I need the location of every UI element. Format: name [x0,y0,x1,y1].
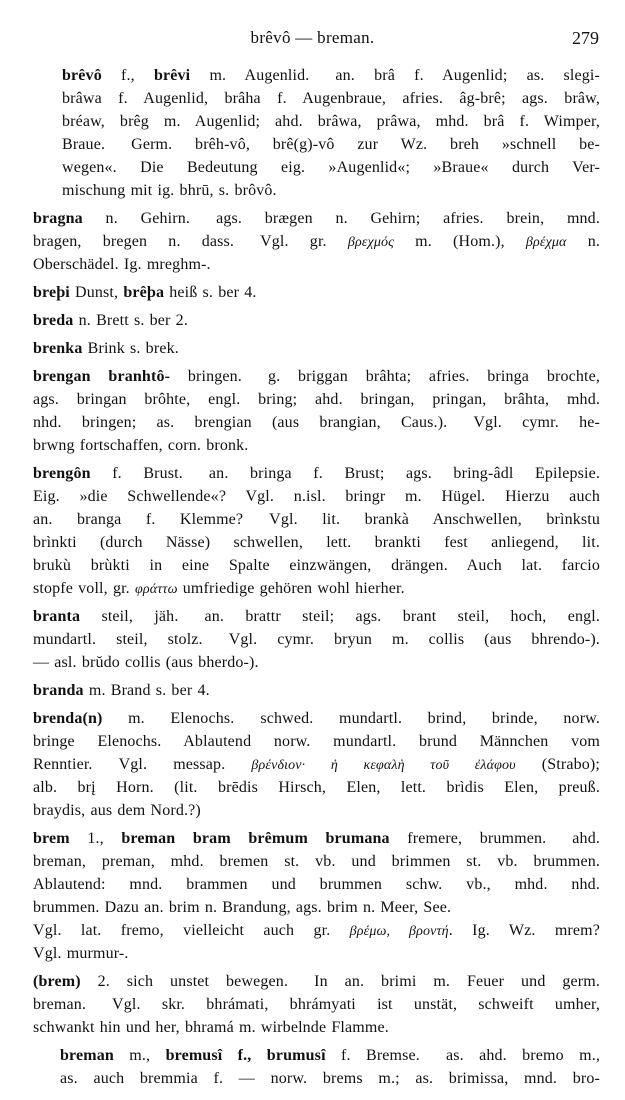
text-run: . Ig. Wz. mrem? [448,922,600,939]
dictionary-entry [0,281,625,304]
headword: brêvô [62,67,102,84]
spacing-gap [93,753,119,776]
entry-line [62,179,600,202]
dictionary-entry [0,1044,625,1090]
entry-line [33,577,600,600]
text-run: an. brattr steil; ags. brant steil, hoch, engl. [204,608,600,625]
headword: (brem) [33,973,81,990]
text-run: umfriedige gehören wohl hierher. [177,580,405,597]
text-run: fremere, brummen. [389,830,547,847]
text-run: m., [113,1047,166,1064]
text-run: m. (Hom.), [394,233,526,250]
entry-line [33,753,600,776]
entry-line [33,993,600,1016]
text-run: f., [101,67,154,84]
dictionary-entry [0,462,625,600]
entry-line [62,110,600,133]
entry-line [33,799,600,822]
entry-line [33,942,600,965]
text-run: f. Bremse. [325,1047,420,1064]
headword: breman bram brêmum brumana [121,830,390,847]
dictionary-entry [0,827,625,965]
text-run: ags. bringan brôhte, engl. bring; ahd. bringan, pringan, brâhta, mhd. [33,391,600,408]
entry-line [33,850,600,873]
entry-line [33,230,600,253]
dictionary-entry [0,605,625,674]
spacing-gap [288,970,314,993]
entry-line [33,253,600,276]
entry-line [33,628,600,651]
spacing-gap [420,1044,446,1067]
dictionary-entry [0,707,625,822]
text-run: an. bringa f. Brust; ags. bring-âdl Epilepsie. [208,465,600,482]
text-run: bréaw, brêg m. Augenlid; ahd. brâwa, prâwa, mhd. brâ f. Wimper, [62,113,600,130]
text-run: as. auch bremmia f. — norw. brems m.; as. brimissa, mnd. bro- [60,1070,600,1087]
dictionary-entry [0,309,625,332]
entry-line [33,337,600,360]
entry-line [62,133,600,156]
entry-line [33,309,600,332]
entry-line [33,651,600,674]
entry-line [62,64,600,87]
headword: bremusî f., brumusî [165,1047,326,1064]
entry-line [33,462,600,485]
text-run: n. [566,233,601,250]
entry-line [33,434,600,457]
spacing-gap [447,411,473,434]
text-run: mundartl. steil, stolz. [33,631,203,648]
text-run: Vgl. lit. brankà Anschwellen, brìnkstu [269,511,600,528]
text-run: m. Brand s. ber 4. [83,682,210,699]
spacing-gap [190,207,216,230]
entry-line [33,827,600,850]
greek-text: βρεχμός [347,235,394,250]
text-run: schwankt hin und her, bhramá m. wirbelnde Flamme. [33,1019,389,1036]
entry-line [33,365,600,388]
text-run: Vgl. messap. [118,756,252,773]
text-run: Vgl. skr. bhrámati, bhrámyati ist unstät, schweift umher, [112,996,600,1013]
entry-line [33,207,600,230]
entry-line [33,485,600,508]
text-run: an. branga f. Klemme? [33,511,244,528]
greek-text: βρένδιον· ἡ κεφαλὴ τοῦ ἐλάφου [251,758,516,773]
text-run: alb. brį Horn. (lit. brēdis Hirsch, Elen, lett. brìdis Elen, preuß. [33,779,600,796]
entry-line [33,388,600,411]
dictionary-entry [0,365,625,457]
headword: branda [33,682,84,699]
greek-text: βρέμω, βροντή [349,924,449,939]
dictionary-entry [0,64,625,202]
entry-line [33,707,600,730]
entry-line [33,1016,600,1039]
entry-line [33,281,600,304]
entry-line [33,411,600,434]
spacing-gap [234,707,260,730]
text-run: brummen. Dazu an. brim n. Brandung, ags. brim n. Meer, See. [33,899,452,916]
entry-line [33,730,600,753]
text-run: braydis, aus dem Nord.?) [33,802,201,819]
text-run: bringen. [170,368,242,385]
spacing-gap [243,508,269,531]
entry-line [33,679,600,702]
text-run: Braue. [62,136,106,153]
headword: brêvi [153,67,191,84]
text-run: (Strabo); [515,756,600,773]
text-run: heiß s. ber 4. [164,284,257,301]
entry-line [33,776,600,799]
text-run: 2. sich unstet bewegen. [80,973,289,990]
headword: brem [33,830,70,847]
text-run: breman. [33,996,87,1013]
headword: breþi [33,284,70,301]
headword: breda [33,312,74,329]
entry-line [33,919,600,942]
text-run: Brink s. brek. [82,340,179,357]
text-run: In an. brimi m. Feuer und germ. [314,973,600,990]
greek-text: βρέχμα [525,235,567,250]
text-run: brâwa f. Augenlid, brâha f. Augenbraue, afries. âg-brê; ags. brâw, [62,90,600,107]
spacing-gap [105,133,131,156]
text-run: Ablautend: mnd. brammen und brummen schw. vb., mhd. nhd. [33,876,600,893]
entry-line [33,896,600,919]
entry-line [62,87,600,110]
text-run: n. Gehirn. [82,210,191,227]
spacing-gap [86,993,112,1016]
text-run: m. Elenochs. [102,710,235,727]
text-run: 1., [69,830,122,847]
text-run: mischung mit ig. bhrū, s. brôvô. [62,182,277,199]
dictionary-entry [0,337,625,360]
text-run: Vgl. murmur-. [33,945,129,962]
spacing-gap [234,230,260,253]
entry-line [33,554,600,577]
entry-line [60,1044,600,1067]
spacing-gap [203,628,229,651]
text-run: stopfe voll, gr. [33,580,135,597]
text-run: ags. brægen n. Gehirn; afries. brein, mnd. [216,210,600,227]
text-run: m. Augenlid. [190,67,310,84]
text-run: brìnkti (durch Nässe) schwellen, lett. brankti fest anliegend, lit. [33,534,600,551]
entry-line [33,970,600,993]
text-run: Oberschädel. Ig. mreghm-. [33,256,211,273]
text-run: steil, jäh. [80,608,179,625]
headword: brêþa [123,284,165,301]
text-run: Vgl. gr. [260,233,348,250]
entry-line [33,531,600,554]
header-title: brêvô — breman. [250,28,375,47]
text-run: nhd. bringen; as. brengian (aus brangian, Caus.). [33,414,448,431]
spacing-gap [183,462,209,485]
text-run: bragen, bregen n. dass. [33,233,235,250]
text-run: n. Brett s. ber 2. [73,312,188,329]
headword: bragna [33,210,83,227]
entry-line [60,1067,600,1090]
headword: brenka [33,340,83,357]
headword: brengôn [33,465,91,482]
text-run: g. briggan brâhta; afries. bringa brochte, [267,368,600,385]
dictionary-entry [0,207,625,276]
spacing-gap [546,827,572,850]
text-run: wegen«. Die Bedeutung eig. »Augenlid«; »Braue« durch Ver- [62,159,600,176]
greek-text: φράττω [135,582,178,597]
text-run: brwng fortschaffen, corn. bronk. [33,437,249,454]
page-number: 279 [572,28,599,48]
text-run: as. ahd. bremo m., [445,1047,601,1064]
text-run: Vgl. cymr. he- [473,414,600,431]
text-run: f. Brust. [90,465,183,482]
spacing-gap [309,64,335,87]
text-run: Germ. brêh-vô, brê(g)-vô zur Wz. breh »schnell be- [131,136,600,153]
text-run: schwed. mundartl. brind, brinde, norw. [260,710,600,727]
headword: brengan branhtô- [33,368,171,385]
text-run: Eig. »die Schwellende«? Vgl. n.isl. bringr m. Hügel. Hierzu auch [33,488,600,505]
text-run: ahd. [572,830,600,847]
headword: branta [33,608,81,625]
text-run: an. brâ f. Augenlid; as. slegi- [335,67,600,84]
text-run: Renntier. [33,756,93,773]
entry-line [33,873,600,896]
text-run: Dunst, [69,284,124,301]
spacing-gap [242,365,268,388]
dictionary-body [0,64,625,1095]
headword: brenda(n) [33,710,103,727]
text-run: bringe Elenochs. Ablautend norw. mundartl. brund Männchen vom [33,733,600,750]
headword: breman [60,1047,114,1064]
dictionary-entry [0,970,625,1039]
entry-line [33,508,600,531]
text-run: — asl. brŭdo collis (aus bherdo-). [33,654,259,671]
text-run: breman, preman, mhd. bremen st. vb. und brimmen st. vb. brummen. [33,853,600,870]
text-run: brukù brùkti in eine Spalte einzwängen, drängen. Auch lat. farcio [33,557,600,574]
entry-line [33,605,600,628]
text-run: Vgl. cymr. bryun m. collis (aus bhrendo-). [228,631,600,648]
entry-line [62,156,600,179]
spacing-gap [178,605,204,628]
text-run: Vgl. lat. fremo, vielleicht auch gr. [33,922,350,939]
dictionary-entry [0,679,625,702]
